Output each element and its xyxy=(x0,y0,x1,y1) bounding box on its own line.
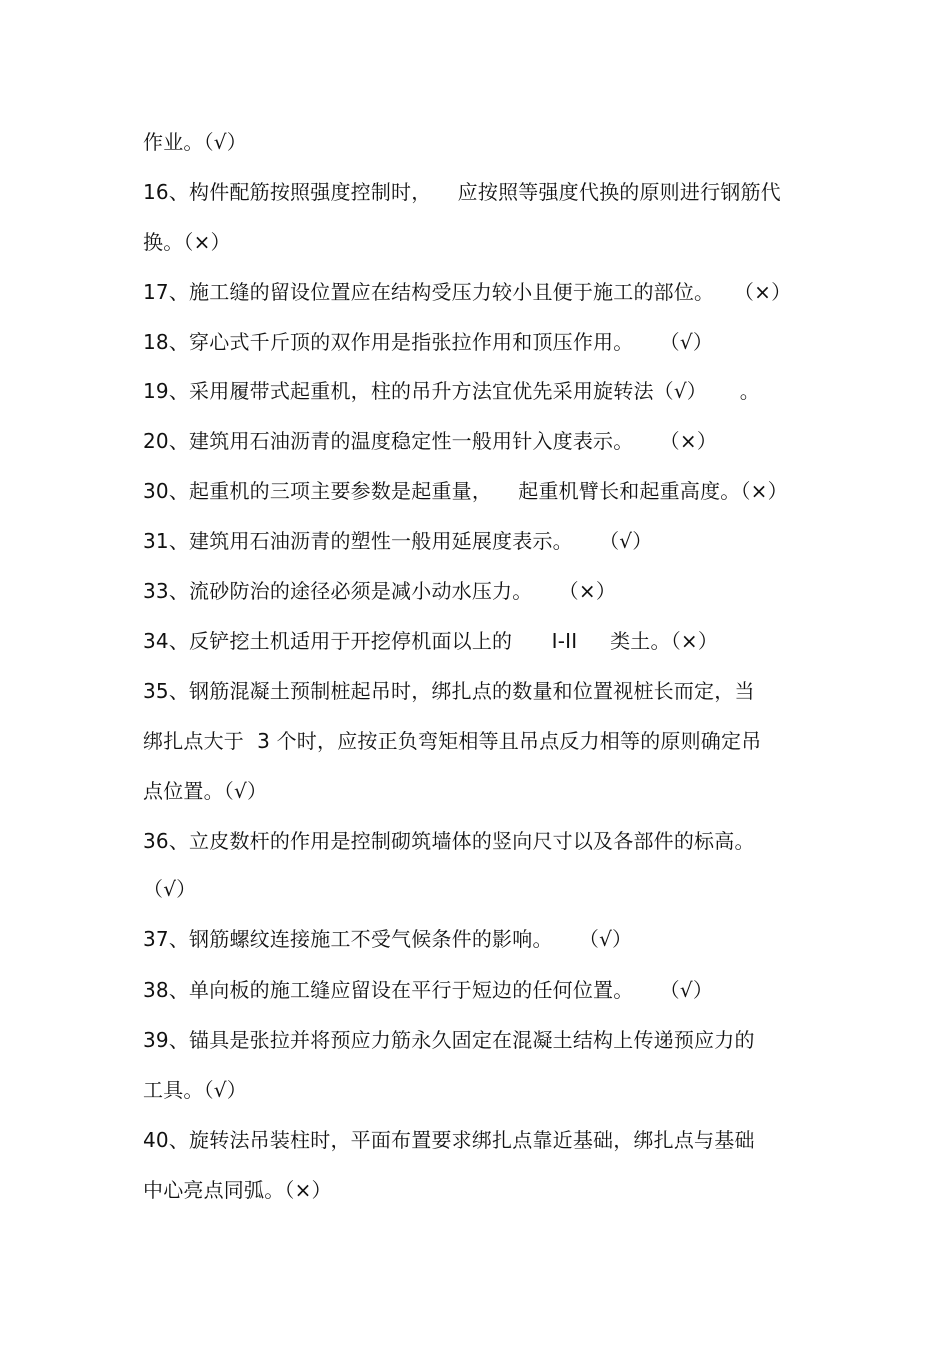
text-line-2: 16、构件配筋按照强度控制时， 应按照等强度代换的原则进行钢筋代 xyxy=(143,180,781,204)
text-line-21: 40、旋转法吊装柱时，平面布置要求绑扎点靠近基础，绑扎点与基础 xyxy=(143,1128,755,1152)
text-line-20: 工具。（√） xyxy=(143,1078,247,1102)
text-line-16: （√） xyxy=(143,877,197,901)
text-line-9: 31、建筑用石油沥青的塑性一般用延展度表示。 （√） xyxy=(143,529,653,553)
text-line-18: 38、单向板的施工缝应留设在平行于短边的任何位置。 （√） xyxy=(143,978,714,1002)
text-line-8: 30、起重机的三项主要参数是起重量， 起重机臂长和起重高度。（×） xyxy=(143,479,788,503)
text-line-7: 20、建筑用石油沥青的温度稳定性一般用针入度表示。 （×） xyxy=(143,429,718,453)
text-line-13: 绑扎点大于 3 个时，应按正负弯矩相等且吊点反力相等的原则确定吊 xyxy=(143,729,762,753)
text-line-4: 17、施工缝的留设位置应在结构受压力较小且便于施工的部位。 （×） xyxy=(143,280,792,304)
text-line-19: 39、锚具是张拉并将预应力筋永久固定在混凝土结构上传递预应力的 xyxy=(143,1028,755,1052)
text-line-10: 33、流砂防治的途径必须是减小动水压力。 （×） xyxy=(143,579,617,603)
text-line-1: 作业。（√） xyxy=(143,130,247,154)
text-line-15: 36、立皮数杆的作用是控制砌筑墙体的竖向尺寸以及各部件的标高。 xyxy=(143,829,755,853)
text-line-3: 换。（×） xyxy=(143,230,231,254)
text-line-6: 19、采用履带式起重机，柱的吊升方法宜优先采用旋转法（√） 。 xyxy=(143,379,760,403)
text-line-5: 18、穿心式千斤顶的双作用是指张拉作用和顶压作用。 （√） xyxy=(143,330,714,354)
text-line-11: 34、反铲挖土机适用于开挖停机面以上的 I-II 类土。（×） xyxy=(143,629,719,653)
text-line-12: 35、钢筋混凝土预制桩起吊时，绑扎点的数量和位置视桩长而定，当 xyxy=(143,679,755,703)
text-line-22: 中心亮点同弧。（×） xyxy=(143,1178,332,1202)
text-line-17: 37、钢筋螺纹连接施工不受气候条件的影响。 （√） xyxy=(143,927,633,951)
text-line-14: 点位置。（√） xyxy=(143,779,268,803)
